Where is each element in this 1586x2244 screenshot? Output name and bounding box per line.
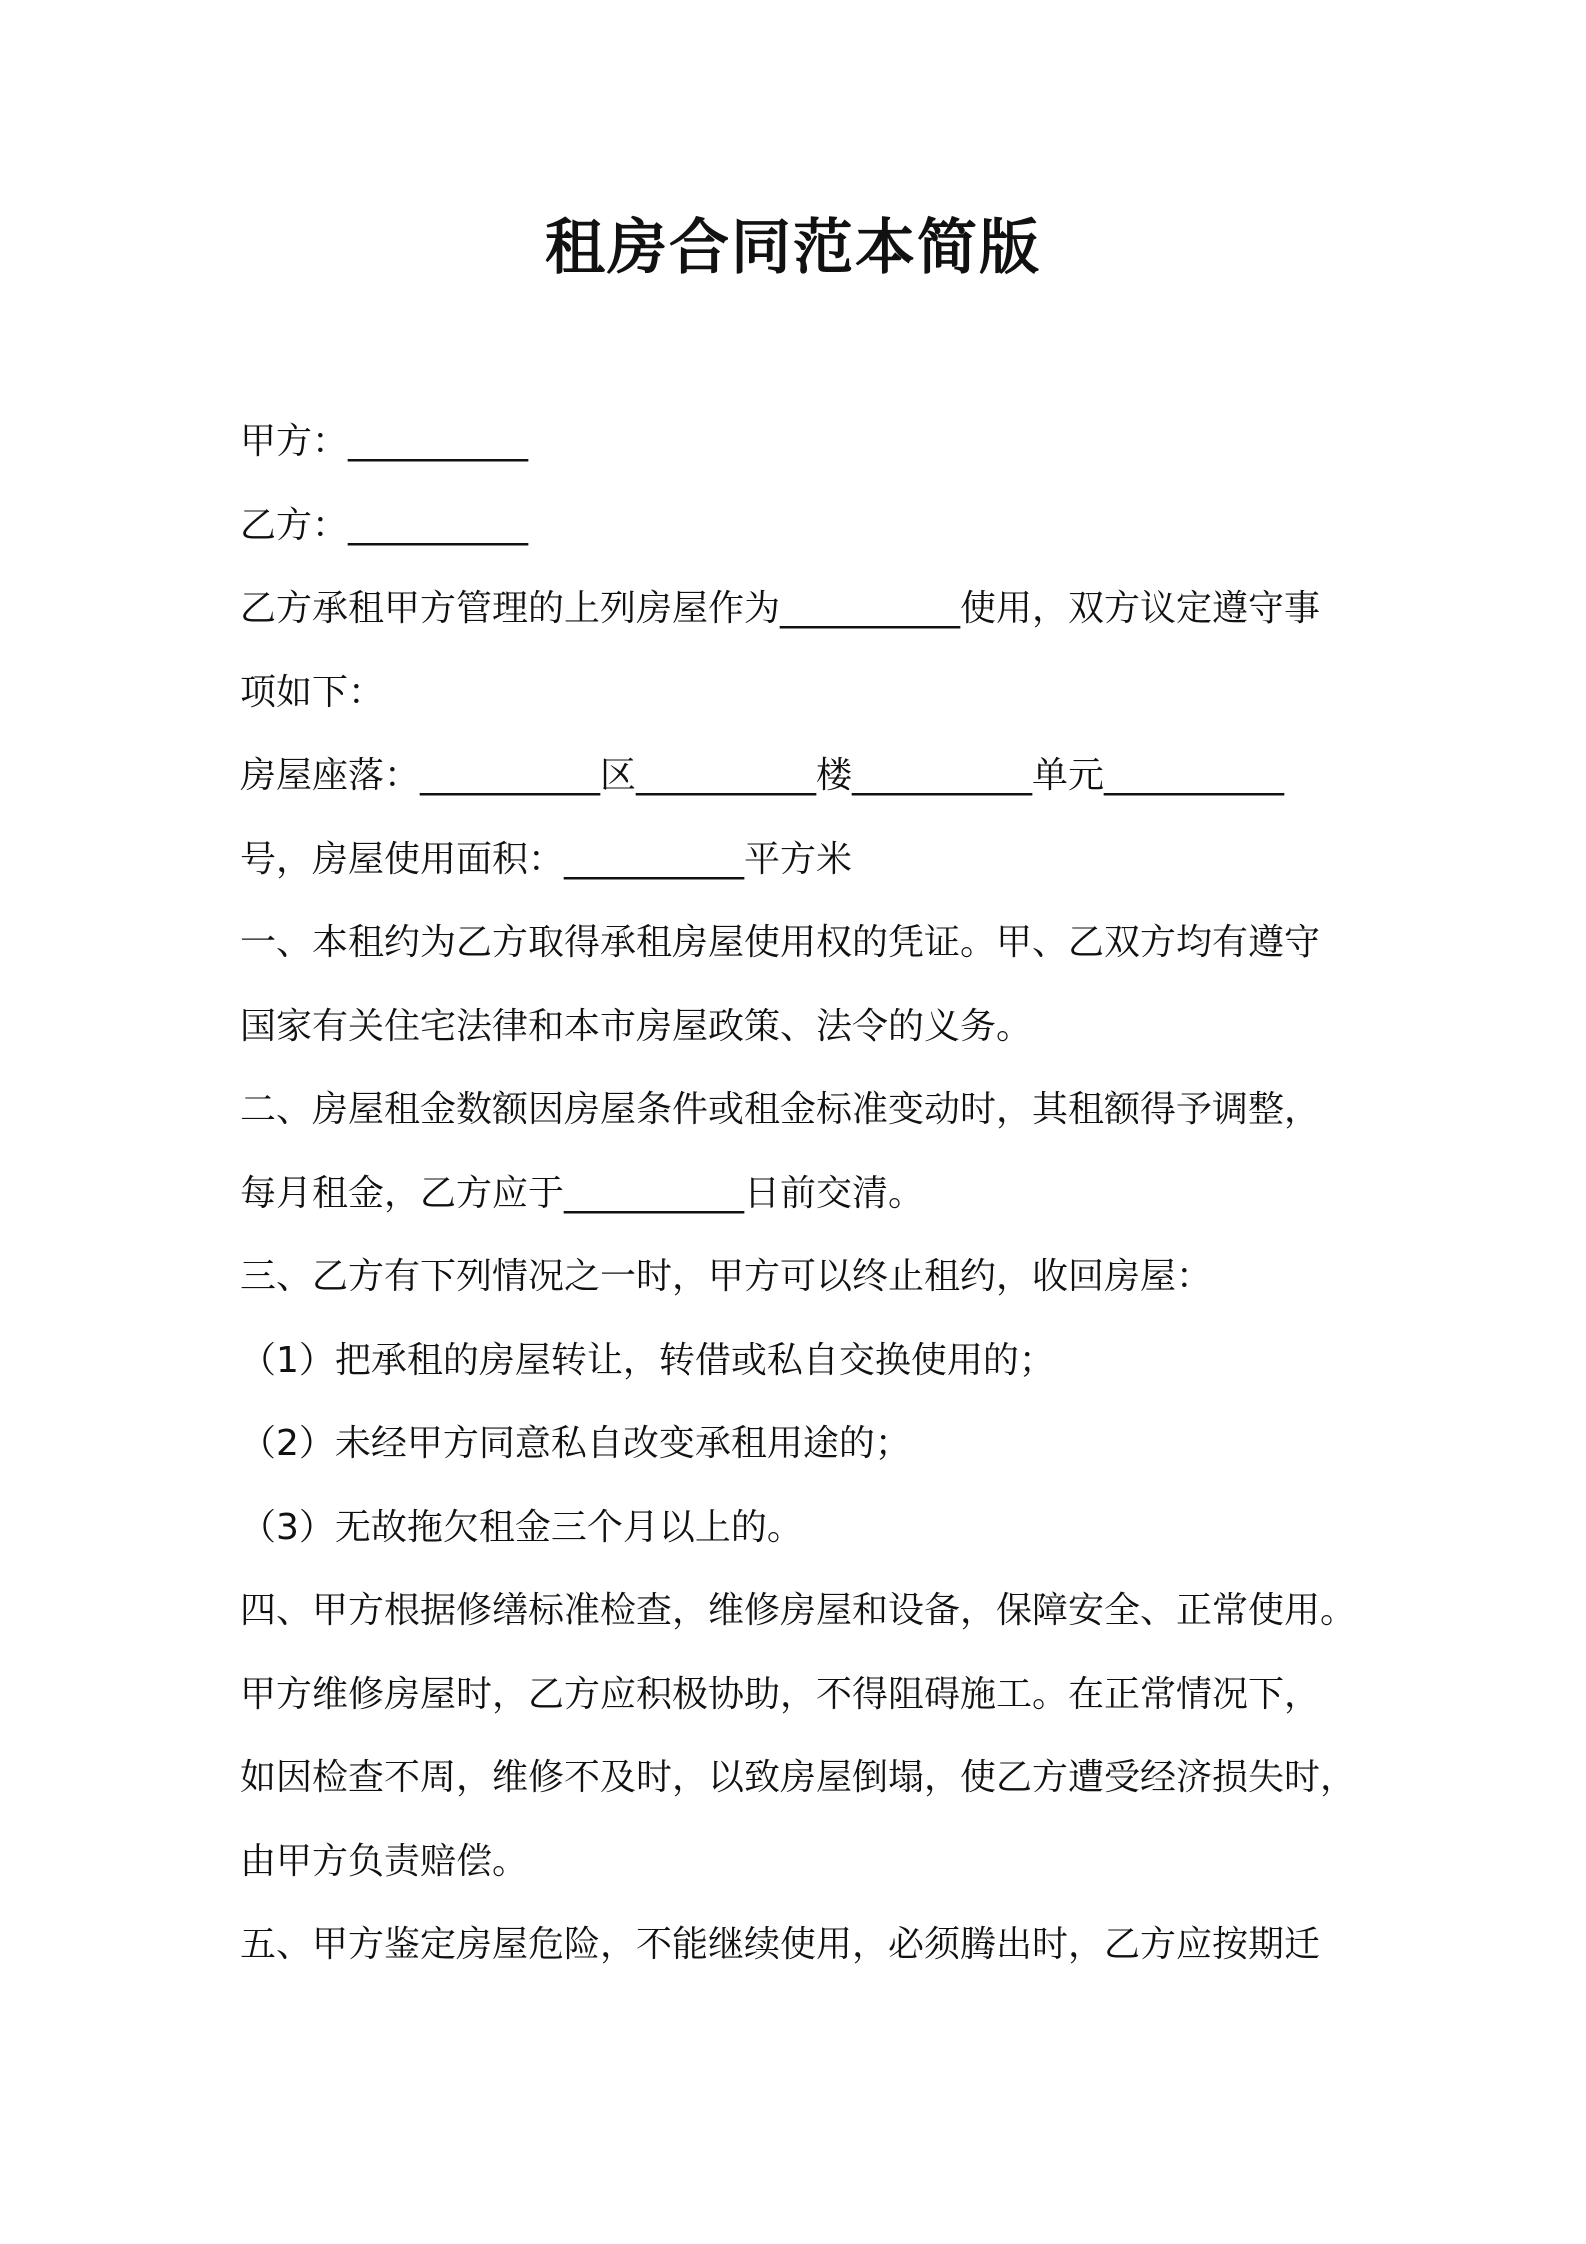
- clause-4-line: 由甲方负责赔偿。: [240, 1840, 529, 1882]
- party-a-line: 甲方：__________: [240, 421, 529, 462]
- party-b-line: 乙方：__________: [240, 504, 529, 546]
- clause-2-line: 二、房屋租金数额因房屋条件或租金标准变动时，其租额得予调整，: [240, 1089, 1321, 1130]
- intro-line: 项如下：: [240, 671, 385, 713]
- address-line: 号，房屋使用面积：__________平方米: [240, 838, 853, 880]
- clause-4-line: 甲方维修房屋时，乙方应积极协助，不得阻碍施工。在正常情况下，: [240, 1673, 1321, 1715]
- address-line: 房屋座落：__________区__________楼__________单元__________: [240, 755, 1285, 796]
- intro-line: 乙方承租甲方管理的上列房屋作为__________使用，双方议定遵守事: [240, 588, 1321, 629]
- clause-1-line: 国家有关住宅法律和本市房屋政策、法令的义务。: [240, 1005, 1033, 1047]
- document-body: [240, 400, 1360, 1987]
- clause-5-line: 五、甲方鉴定房屋危险，不能继续使用，必须腾出时，乙方应按期迁: [240, 1924, 1321, 1965]
- clause-3-item-1: （1）把承租的房屋转让，转借或私自交换使用的；: [240, 1339, 1055, 1381]
- clause-1-line: 一、本租约为乙方取得承租房屋使用权的凭证。甲、乙双方均有遵守: [240, 922, 1321, 963]
- clause-4-line: 四、甲方根据修缮标准检查，维修房屋和设备，保障安全、正常使用。: [240, 1590, 1357, 1631]
- clause-2-line: 每月租金，乙方应于__________日前交清。: [240, 1172, 925, 1214]
- clause-3-item-3: （3）无故拖欠租金三个月以上的。: [240, 1506, 803, 1548]
- clause-3-line: 三、乙方有下列情况之一时，甲方可以终止租约，收回房屋：: [240, 1256, 1213, 1297]
- document-title: 租房合同范本简版: [545, 213, 1041, 283]
- clause-4-line: 如因检查不周，维修不及时，以致房屋倒塌，使乙方遭受经济损失时，: [240, 1757, 1357, 1798]
- clause-3-item-2: （2）未经甲方同意私自改变承租用途的；: [240, 1423, 911, 1464]
